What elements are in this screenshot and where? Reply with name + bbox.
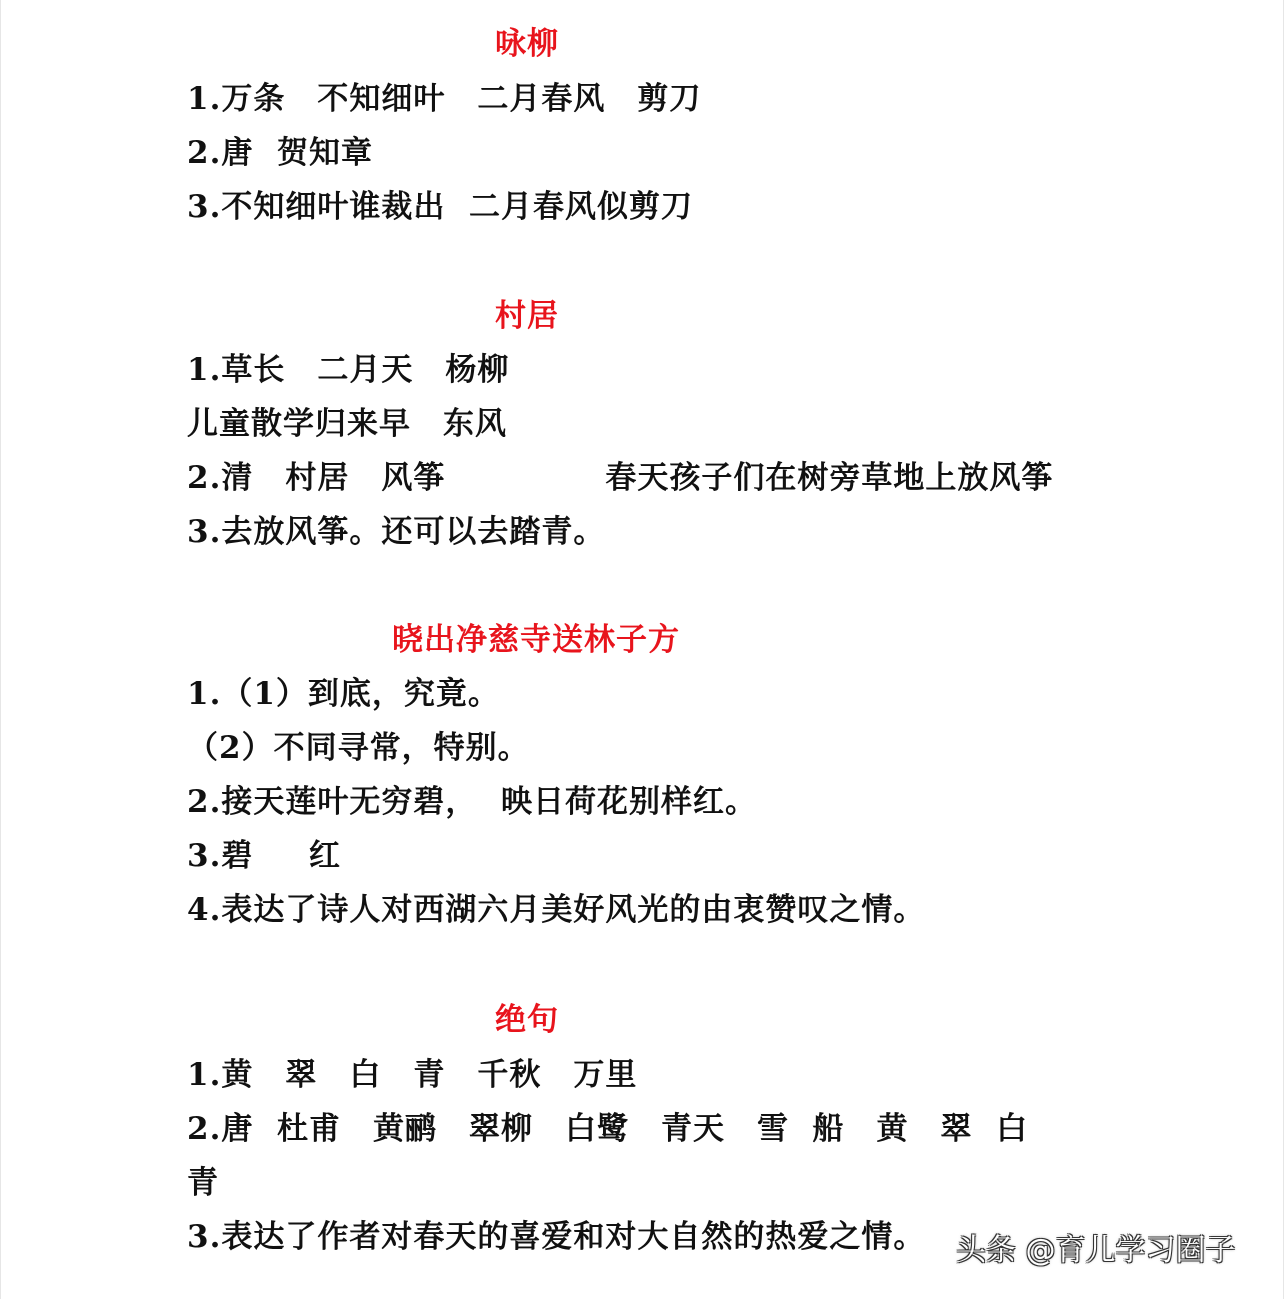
answer-line: 1.草长 二月天 杨柳 [187,352,510,388]
answer-line: 2.清 村居 风筝 春天孩子们在树旁草地上放风筝 [187,460,1054,496]
answer-line: 4.表达了诗人对西湖六月美好风光的由衷赞叹之情。 [187,892,926,928]
answer-line: 儿童散学归来早 东风 [187,406,507,442]
answer-line: 2.唐 贺知章 [187,135,373,171]
answer-line: 1.万条 不知细叶 二月春风 剪刀 [187,81,702,117]
answer-line: 1.黄 翠 白 青 千秋 万里 [187,1057,638,1093]
answer-line: 青 [187,1165,219,1201]
section-title-xiaochu: 晓出净慈寺送林子方 [392,622,680,658]
watermark-text: 头条 @育儿学习圈子 [956,1233,1236,1268]
answer-line: （2）不同寻常，特别。 [187,730,530,766]
section-title-yongliu: 咏柳 [495,26,559,62]
answer-line: 2.接天莲叶无穷碧， 映日荷花别样红。 [187,784,757,820]
answer-line: 1.（1）到底，究竟。 [187,676,500,712]
answer-line: 2.唐 杜甫 黄鹂 翠柳 白鹭 青天 雪 船 黄 翠 白 [187,1111,1029,1147]
answer-line: 3.去放风筝。还可以去踏青。 [187,514,606,550]
answer-line: 3.不知细叶谁裁出 二月春风似剪刀 [187,189,693,225]
section-title-cunju: 村居 [495,298,559,334]
section-title-jueju: 绝句 [495,1002,559,1038]
answer-line: 3.表达了作者对春天的喜爱和对大自然的热爱之情。 [187,1219,926,1255]
answer-line: 3.碧 红 [187,838,341,874]
